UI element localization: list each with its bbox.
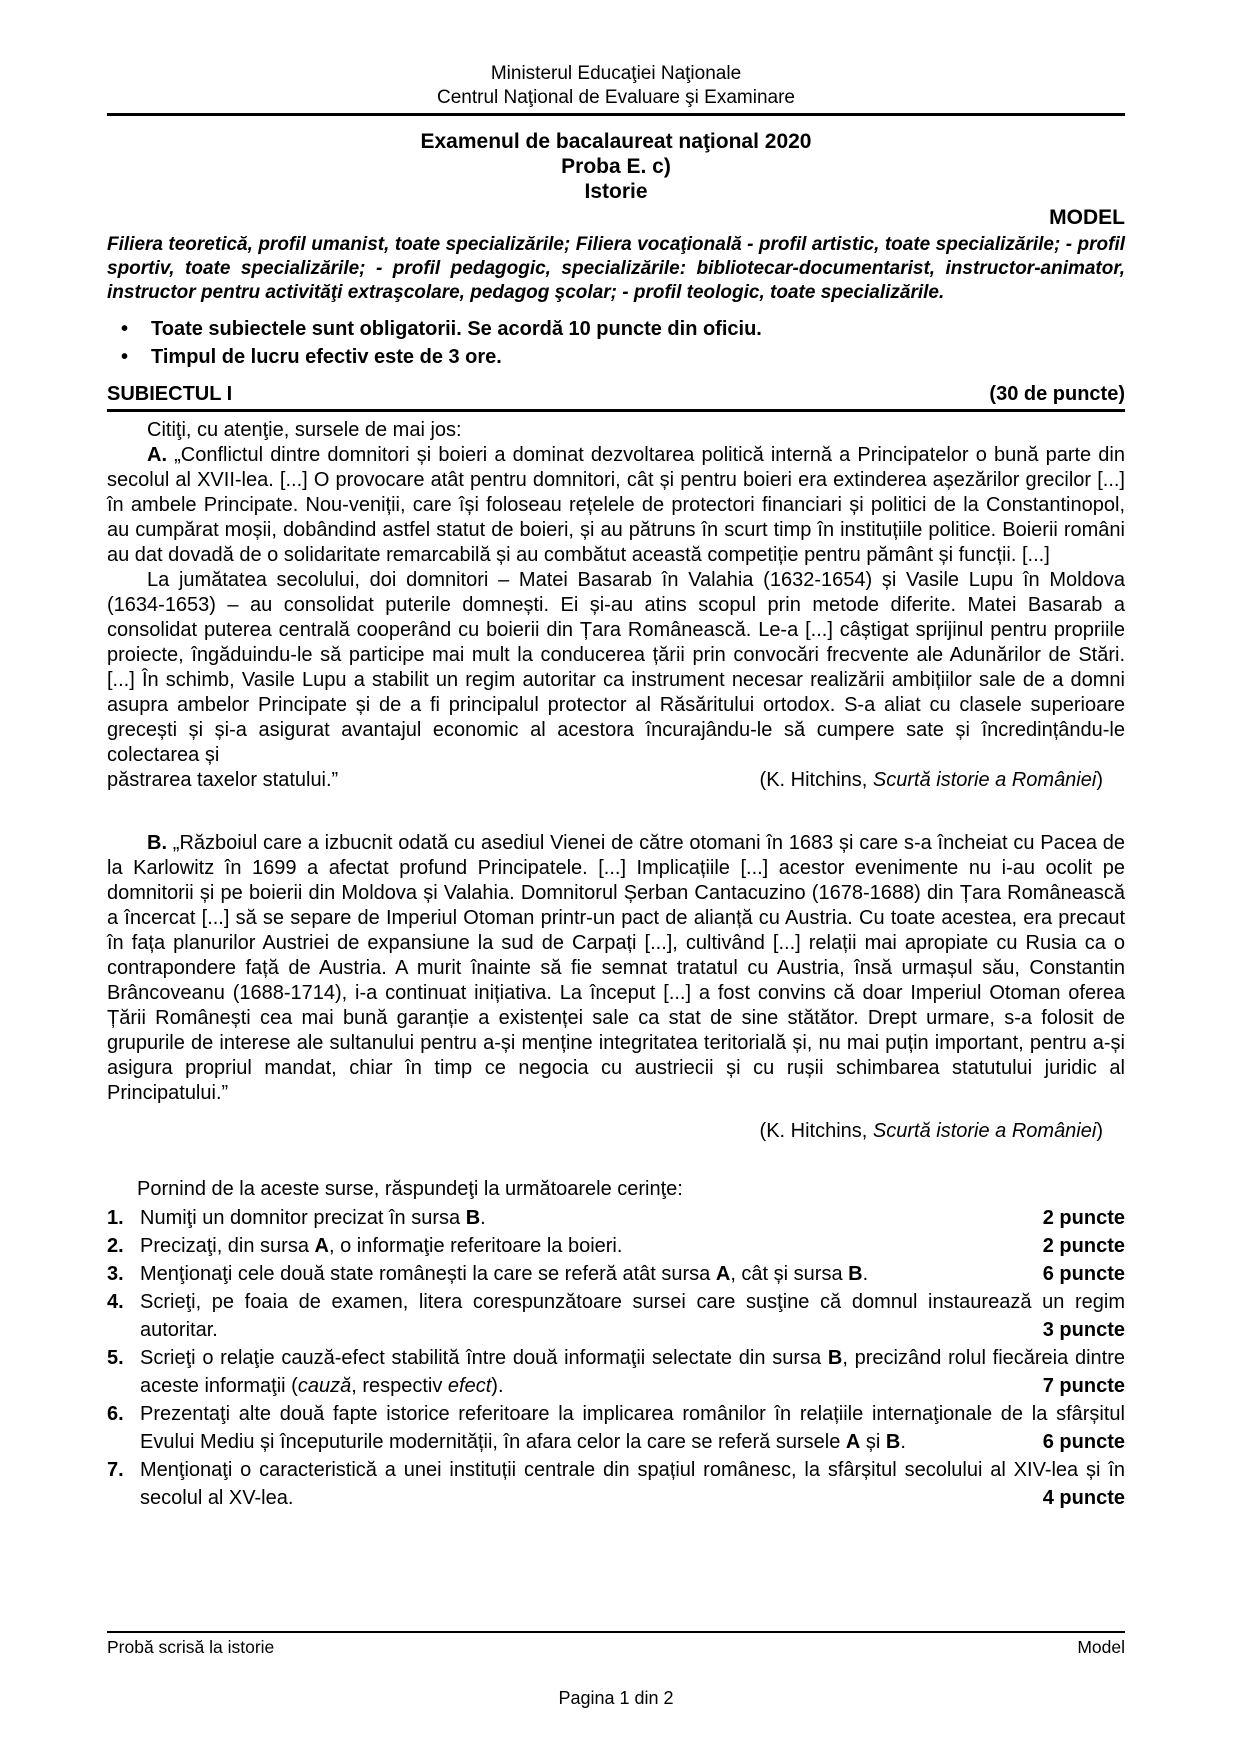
task-item-2 — [107, 1232, 1125, 1260]
task-item-1 — [107, 1204, 1125, 1232]
task-text-content: Scrieţi o relaţie cauză-efect stabilită între două informaţii selectate din sursa B, precizând rolul fiecăreia dintre aceste informaţii (cauză, respectiv efect). — [140, 1347, 1126, 1397]
task-text — [140, 1204, 1125, 1232]
task-text-content: Scrieţi, pe foaia de examen, litera corespunzătoare sursei care susţine că domnul instaurează un regim autoritar. — [140, 1291, 1125, 1341]
task-item-6 — [107, 1400, 1125, 1456]
task-number: 5. — [107, 1347, 124, 1369]
header-divider — [107, 113, 1125, 116]
task-text — [140, 1232, 1125, 1260]
task-item-5 — [107, 1344, 1125, 1400]
subject-heading — [107, 382, 1125, 412]
task-text — [140, 1344, 1125, 1400]
task-number: 3. — [107, 1263, 124, 1285]
task-points: 6 puncte — [1042, 1431, 1125, 1453]
task-text-content: Prezentaţi alte două fapte istorice referitoare la implicarea românilor în relațiile internaţionale de la sfârșitul Evului Mediu și începuturile modernității, în afara celor la care se referă sursele A și B. — [140, 1403, 1125, 1453]
bullet-icon: • — [121, 318, 129, 340]
model-label: MODEL — [1049, 206, 1125, 229]
title-block — [107, 129, 1125, 204]
exam-subject: Istorie — [584, 180, 648, 203]
evaluation-center-name: Centrul Naţional de Evaluare şi Examinare — [436, 87, 795, 108]
task-item-4 — [107, 1288, 1125, 1344]
source-a-paragraph-2: La jumătatea secolului, doi domnitori – Matei Basarab în Valahia (1632-1654) și Vasile Lupu în Moldova (1634-1653) – au consolidat puterile domnești. Ei și-au atins scopul prin metode diferite. Matei Basarab a consolidat puterea centrală cooperând cu boierii din Țara Românească. Le-a [...] câștigat sprijinul pentru propriile proiecte, îngăduindu-le să participe mai mult la conducerea țării prin convocări frecvente ale Adunărilor de Stări. [...] În schimb, Vasile Lupu a stabilit un regim autoritar ca instrument necesar realizării ambițiilor sale de a domni asupra ambelor Principate și de a fi principalul protector al Răsăritului ortodox. S-a aliat cu clasele superioare grecești și și-a asigurat avantajul economic al acestora încurajându-le să cumpere sate și încredințându-le colectarea și — [107, 569, 1125, 766]
task-points: 6 puncte — [1042, 1263, 1125, 1285]
task-number: 2. — [107, 1235, 124, 1257]
page-footer — [107, 1631, 1125, 1709]
task-text — [140, 1400, 1125, 1456]
task-number: 7. — [107, 1459, 124, 1481]
task-text — [140, 1260, 1125, 1288]
exam-proba: Proba E. c) — [561, 155, 671, 178]
exam-title: Examenul de bacalaureat naţional 2020 — [420, 130, 812, 153]
task-text — [140, 1288, 1125, 1344]
task-text — [140, 1456, 1125, 1512]
task-points: 3 puncte — [1042, 1319, 1125, 1341]
task-text-content: Precizaţi, din sursa A, o informaţie referitoare la boieri. — [140, 1235, 623, 1257]
task-number: 4. — [107, 1291, 124, 1313]
ministry-name: Ministerul Educaţiei Naţionale — [490, 63, 742, 84]
source-a-last-line — [107, 768, 1125, 793]
subject-label: SUBIECTUL I — [107, 383, 233, 405]
source-a-paragraph-1: A. „Conflictul dintre domnitori și boieri a dominat dezvoltarea politică internă a Principatelor o bună parte din secolul al XVII-lea. [...] O provocare atât pentru domnitori, cât și pentru boieri era extinderea așezărilor grecilor [...] în ambele Principate. Nou-veniții, care își foloseau rețelele de protectori financiari și politici de la Constantinopol, au cumpărat moșii, dobândind astfel statut de boieri, și au pătruns în scurt timp în instituțiile politice. Boierii români au dat dovadă de o solidaritate remarcabilă și au combătut această competiție pentru pământ și funcții. [...] — [107, 444, 1125, 566]
footer-row — [107, 1637, 1125, 1658]
task-points: 4 puncte — [1042, 1487, 1125, 1509]
subject-points: (30 de puncte) — [989, 383, 1125, 405]
task-number: 1. — [107, 1207, 124, 1229]
footer-left: Probă scrisă la istorie — [107, 1637, 275, 1657]
task-points: 7 puncte — [1042, 1375, 1125, 1397]
document-header — [107, 62, 1125, 110]
source-a-citation: (K. Hitchins, Scurtă istorie a României) — [759, 769, 1103, 791]
task-item-3 — [107, 1260, 1125, 1288]
source-b-paragraph: B. „Războiul care a izbucnit odată cu asediul Vienei de către otomani în 1683 și care s-a încheiat cu Pacea de la Karlowitz în 1699 a afectat profund Principatele. [...] Implicațiile [...] acestor evenimente nu i-au ocolit pe domnitorii și pe boierii din Moldova și Valahia. Domnitorul Șerban Cantacuzino (1678-1688) din Țara Românească a încercat [...] să se separe de Imperiul Otoman printr-un pact de alianță cu Austria. Cu toate acestea, era precaut în fața planurilor Austriei de expansiune la sud de Carpați [...], cultivând [...] relații mai apropiate cu Rusia ca o contrapondere față de Austria. A murit înainte să fie semnat tratatul cu Austria, însă urmașul său, Constantin Brâncoveanu (1688-1714), i-a continuat inițiativa. La început [...] a fost convins că doar Imperiul Otoman oferea Țării Românești cea mai bună garanție a existenței sale ca stat de sine stătător. Drept urmare, s-a folosit de grupurile de interese ale sultanului pentru a-și menține integritatea teritorială și, nu mai puțin important, pentru a-și asigura propriul mandat, chiar în timp ce negocia cu austriecii și cu rușii schimbarea statutului juridic al Principatului.” — [107, 832, 1125, 1104]
task-text-content: Menţionaţi o caracteristică a unei instituții centrale din spațiul românesc, la sfârșitul secolului al XIV-lea și în secolul al XV-lea. — [140, 1459, 1125, 1509]
task-points: 2 puncte — [1042, 1207, 1125, 1229]
source-b-citation: (K. Hitchins, Scurtă istorie a României) — [759, 1120, 1103, 1142]
instruction-text: Toate subiectele sunt obligatorii. Se acordă 10 puncte din oficiu. — [151, 318, 762, 340]
footer-right: Model — [1077, 1637, 1125, 1657]
tasks-intro: Pornind de la aceste surse, răspundeţi la următoarele cerinţe: — [137, 1178, 683, 1200]
source-a-last-text: păstrarea taxelor statului.” — [107, 769, 339, 791]
task-number: 6. — [107, 1403, 124, 1425]
page-number: Pagina 1 din 2 — [558, 1688, 674, 1708]
instruction-item — [107, 315, 1125, 343]
instruction-text: Timpul de lucru efectiv este de 3 ore. — [151, 346, 502, 368]
task-text-content: Menţionaţi cele două state românești la care se referă atât sursa A, cât și sursa B. — [140, 1263, 869, 1285]
instructions-list — [107, 315, 1125, 371]
task-text-content: Numiţi un domnitor precizat în sursa B. — [140, 1207, 486, 1229]
task-item-7 — [107, 1456, 1125, 1512]
tasks-list — [107, 1204, 1125, 1512]
filiera-note: Filiera teoretică, profil umanist, toate specializările; Filiera vocaţională - profil artistic, toate specializările; - profil sportiv, toate specializările; - profil pedagogic, specializările: bibliotecar-documentarist, instructor-animator, instructor pentru activităţi extraşcolare, pedagog şcolar; - profil teologic, toate specializările. — [107, 234, 1125, 303]
bullet-icon: • — [121, 346, 129, 368]
instruction-item — [107, 343, 1125, 371]
task-points: 2 puncte — [1042, 1235, 1125, 1257]
sources-intro: Citiţi, cu atenţie, sursele de mai jos: — [147, 419, 462, 441]
